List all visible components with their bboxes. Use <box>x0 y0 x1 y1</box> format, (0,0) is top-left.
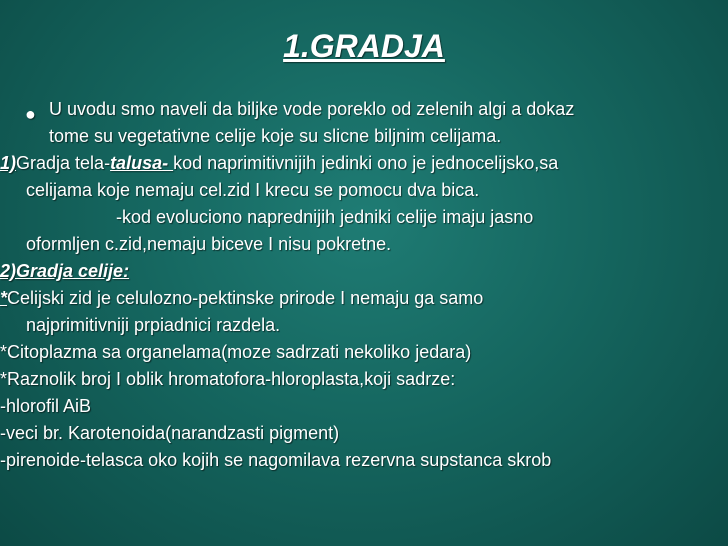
section1-lead: Gradja tela- <box>16 153 111 173</box>
section1-line-2: celijama koje nemaju cel.zid I krecu se pomocu dva bica. <box>26 180 480 200</box>
bullet-icon: ● <box>25 104 36 124</box>
slide-title: 1.GRADJA <box>283 28 445 64</box>
slide-body <box>0 96 724 474</box>
section1-line-1 <box>0 150 724 177</box>
bullet-paragraph <box>23 96 724 150</box>
section2-item6: -pirenoide-telasca oko kojih se nagomilava rezervna supstanca skrob <box>0 450 552 470</box>
section2-item1-line-2: najprimitivniji prpiadnici razdela. <box>26 315 281 335</box>
section1-number: 1) <box>0 153 17 173</box>
section2-item3: *Raznolik broj I oblik hromatofora-hloroplasta,koji sadrze: <box>0 369 456 389</box>
bullet-line-1: U uvodu smo naveli da biljke vode poreklo od zelenih algi a dokaz <box>49 99 575 119</box>
section2-item1-text: Celijski zid je celulozno-pektinske prirode I nemaju ga samo <box>7 288 484 308</box>
section2-item1-line-1 <box>0 285 724 312</box>
section1-line-3-text: -kod evoluciono naprednijih jedniki celije imaju jasno <box>116 207 534 227</box>
section1-rest: kod naprimitivnijih jedinki ono je jednocelijsko,sa <box>173 153 559 173</box>
section1-line-3 <box>26 204 724 231</box>
section1-term: talusa- <box>110 153 174 173</box>
section2-item2: *Citoplazma sa organelama(moze sadrzati nekoliko jedara) <box>0 342 472 362</box>
section2-item4: -hlorofil AiB <box>0 396 92 416</box>
bullet-line-2: tome su vegetativne celije koje su slicne biljnim celijama. <box>49 126 502 146</box>
section2-item5: -veci br. Karotenoida(narandzasti pigment) <box>0 423 340 443</box>
section2-heading: 2)Gradja celije: <box>0 261 130 281</box>
section2-star: * <box>0 288 8 308</box>
section1-line-4: oformljen c.zid,nemaju biceve I nisu pokretne. <box>26 234 392 254</box>
